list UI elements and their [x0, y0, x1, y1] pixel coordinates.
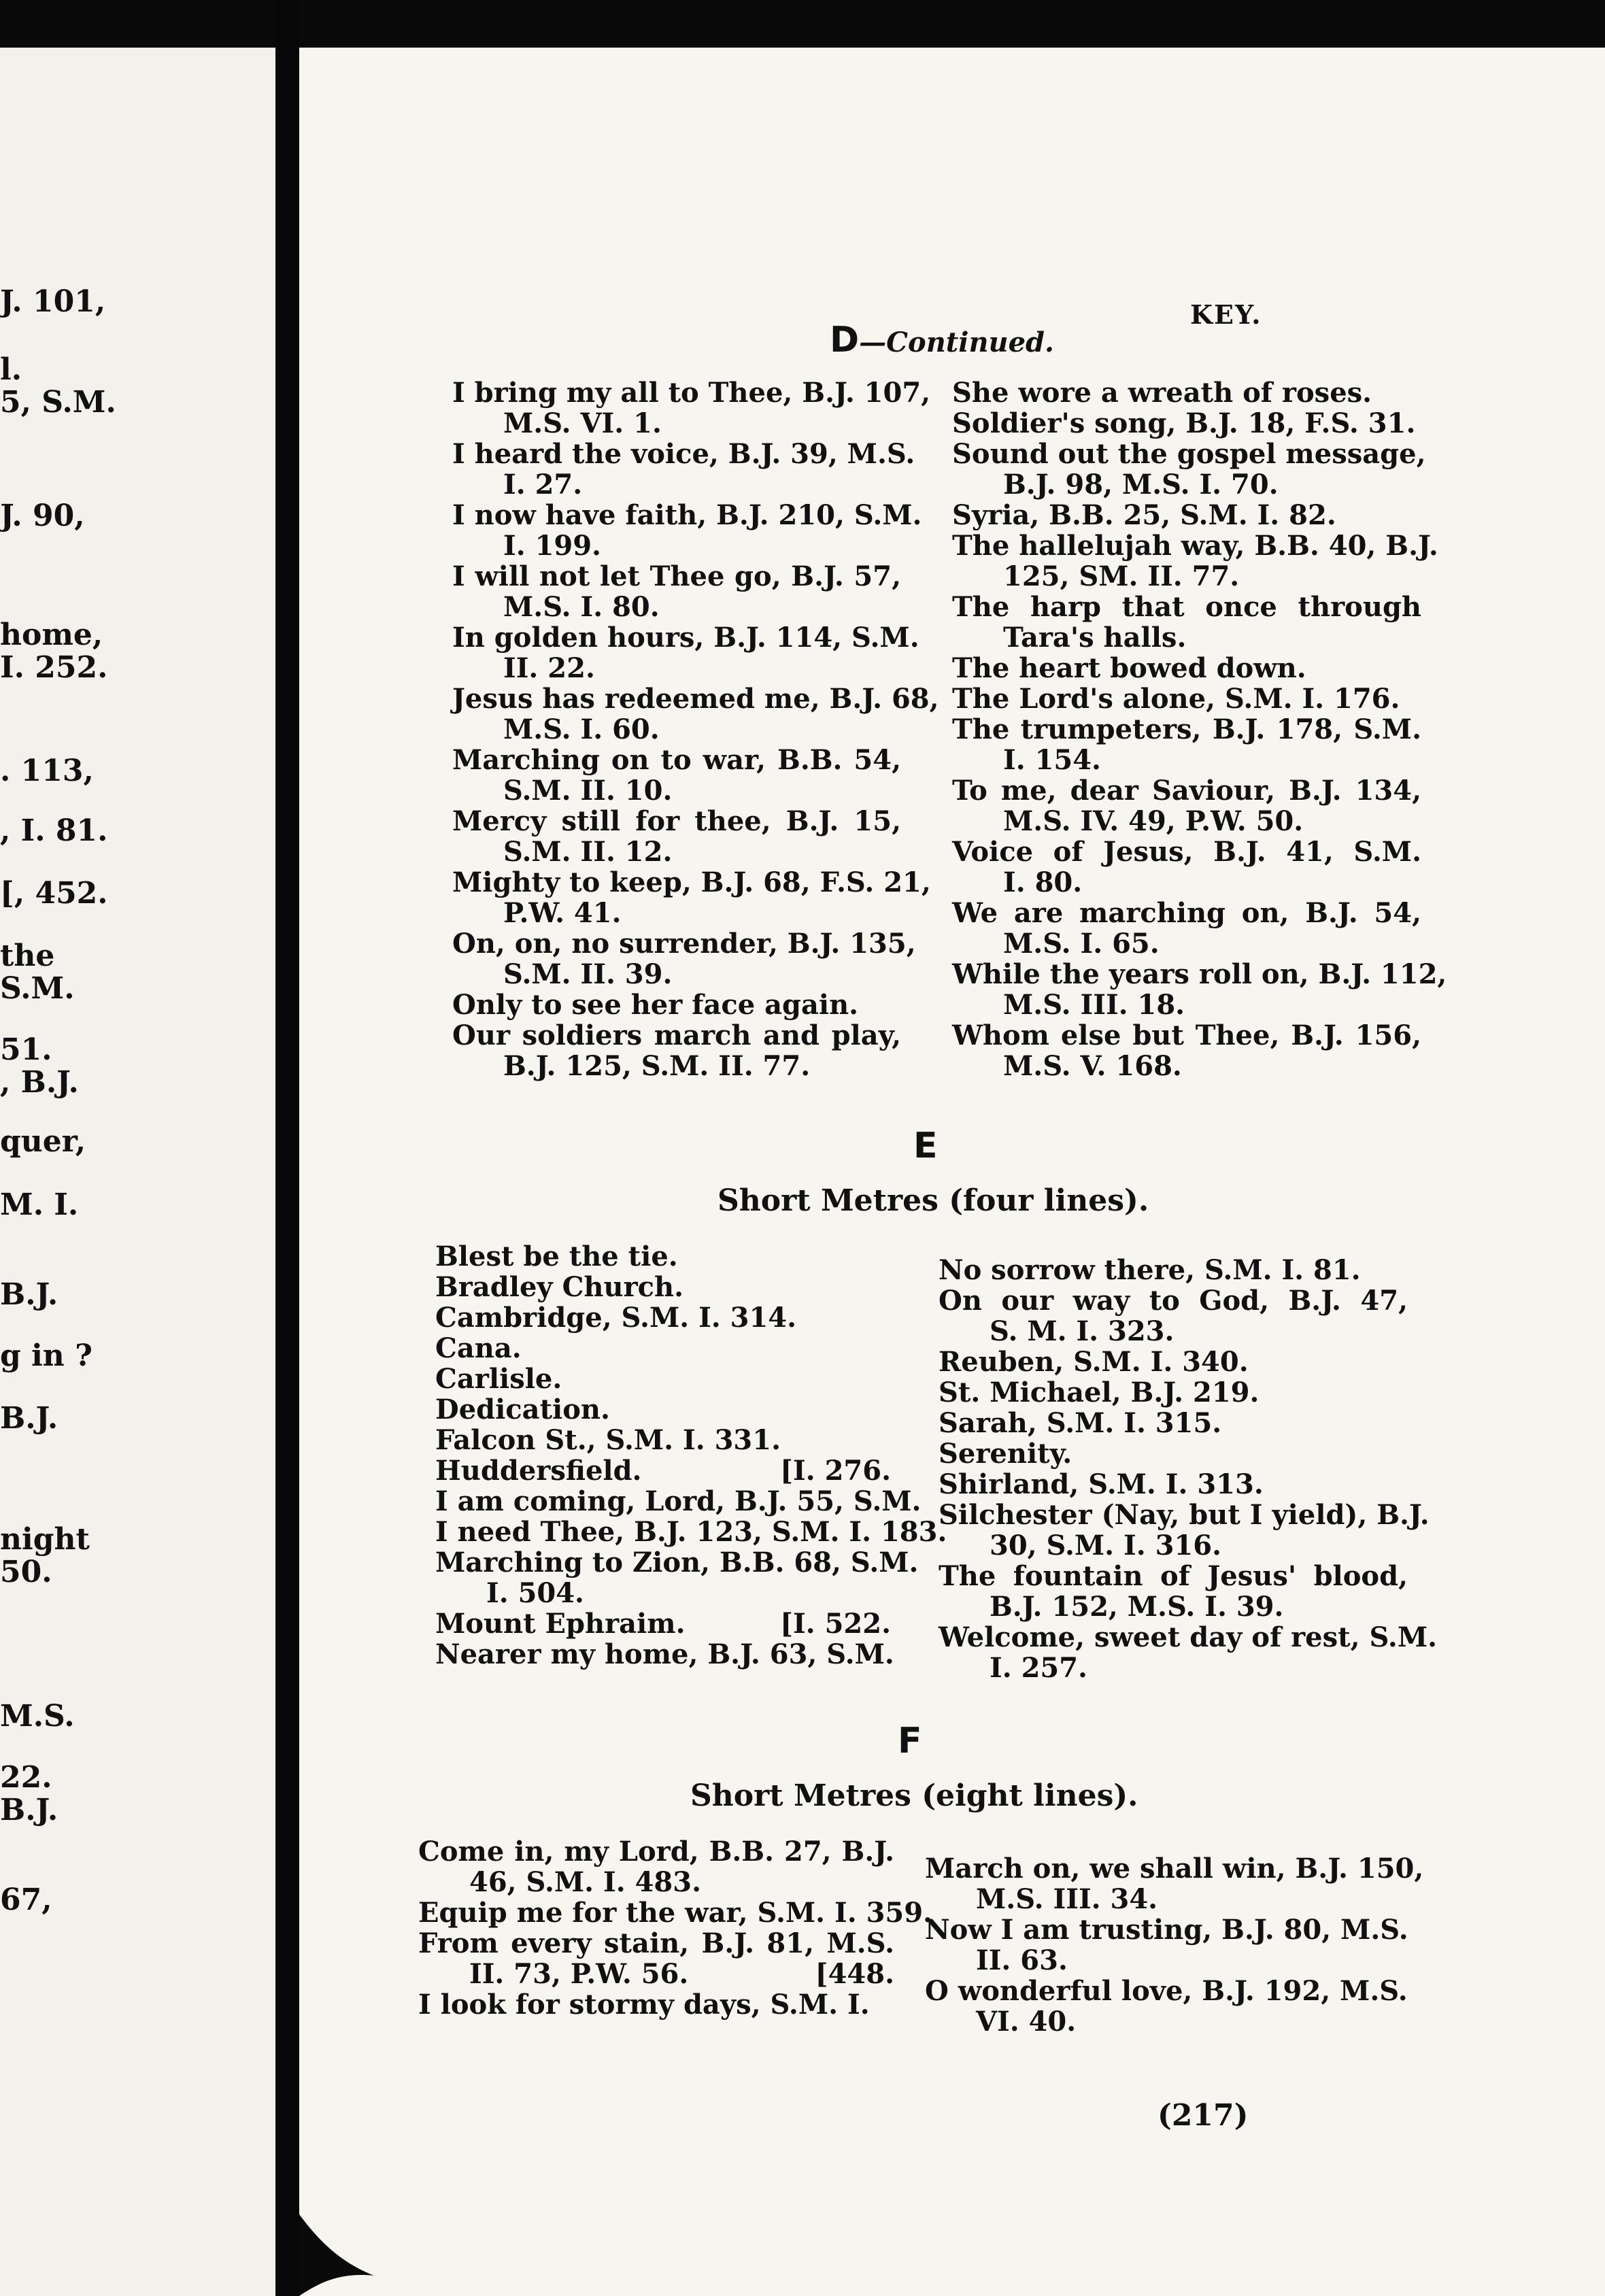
- entry-line: O wonderful love, B.J. 192, M.S.: [925, 1975, 1408, 2007]
- entry-line: Now I am trusting, B.J. 80, M.S.: [925, 1914, 1408, 1946]
- page-number: (217): [1158, 2098, 1249, 2133]
- entry-continuation: 30, S.M. I. 316.: [990, 1530, 1222, 1561]
- index-entry: [952, 837, 1421, 898]
- index-entry: [952, 898, 1421, 959]
- index-entry: [435, 1333, 891, 1364]
- facing-page-text: 51.: [0, 1032, 52, 1067]
- entry-line: Silchester (Nay, but I yield), B.J.: [939, 1499, 1430, 1531]
- entry-line: Bradley Church.: [435, 1271, 684, 1303]
- carryover-reference: [I. 276.: [780, 1455, 891, 1487]
- index-entry: [952, 377, 1421, 408]
- index-entry: [939, 1621, 1438, 1684]
- index-entry: [939, 1408, 1408, 1438]
- entry-line: Voice of Jesus, B.J. 41, S.M.: [952, 836, 1421, 868]
- facing-page-text: quer,: [0, 1124, 86, 1159]
- entry-continuation: M.S. VI. 1.: [503, 407, 662, 439]
- entry-line: I heard the voice, B.J. 39, M.S.: [452, 438, 915, 470]
- section-f-left-column: [418, 1836, 933, 2021]
- index-entry: [435, 1547, 919, 1609]
- index-entry: [452, 438, 915, 501]
- index-entry: [452, 499, 922, 562]
- index-entry: [952, 683, 1421, 714]
- index-entry: [452, 745, 901, 806]
- entry-line: Cambridge, S.M. I. 314.: [435, 1302, 797, 1334]
- entry-line: Huddersfield.: [435, 1455, 642, 1487]
- entry-continuation: B.J. 98, M.S. I. 70.: [1003, 469, 1279, 501]
- entry-line: Whom else but Thee, B.J. 156,: [952, 1019, 1421, 1051]
- entry-line: Dedication.: [435, 1394, 610, 1425]
- section-d-heading: [830, 320, 1054, 360]
- entry-continuation: II. 63.: [976, 1944, 1068, 1976]
- index-entry: [939, 1561, 1408, 1622]
- index-entry: [418, 1989, 894, 2020]
- entry-line: St. Michael, B.J. 219.: [939, 1377, 1260, 1408]
- section-e-left-column: [435, 1240, 947, 1670]
- facing-page-text: 50.: [0, 1555, 52, 1589]
- entry-line: Mount Ephraim.: [435, 1608, 686, 1640]
- entry-line: We are marching on, B.J. 54,: [952, 897, 1421, 929]
- entry-continuation: S.M. II. 12.: [503, 836, 673, 868]
- facing-page-text: night: [0, 1522, 90, 1557]
- entry-line: Mighty to keep, B.J. 68, F.S. 21,: [452, 866, 931, 898]
- facing-page-text: , I. 81.: [0, 813, 108, 848]
- entry-continuation: I. 27.: [503, 469, 583, 501]
- index-entry: [452, 622, 919, 684]
- entry-continuation: II. 73, P.W. 56.: [469, 1958, 689, 1990]
- index-entry: [925, 1914, 1408, 1976]
- index-entry: [452, 806, 901, 867]
- section-letter: D: [830, 320, 860, 360]
- index-entry: [939, 1255, 1408, 1285]
- entry-line: Shirland, S.M. I. 313.: [939, 1468, 1264, 1500]
- facing-page-text: [, 452.: [0, 876, 108, 911]
- entry-line: To me, dear Saviour, B.J. 134,: [952, 775, 1421, 807]
- entry-line: I am coming, Lord, B.J. 55, S.M.: [435, 1485, 922, 1517]
- index-entry: [435, 1516, 947, 1548]
- facing-page-text: J. 90,: [0, 499, 85, 533]
- entry-line: The fountain of Jesus' blood,: [939, 1560, 1408, 1592]
- index-entry: [452, 1020, 901, 1081]
- facing-page-text: l.: [0, 352, 22, 387]
- carryover-reference: [448.: [815, 1958, 894, 1990]
- facing-page-text: the: [0, 939, 55, 973]
- section-f-right-column: [925, 1853, 1424, 2038]
- entry-line: Jesus has redeemed me, B.J. 68,: [452, 683, 939, 715]
- entry-line: Reuben, S.M. I. 340.: [939, 1346, 1249, 1378]
- entry-line: From every stain, B.J. 81, M.S.: [418, 1927, 894, 1959]
- entry-line: On, on, no surrender, B.J. 135,: [452, 928, 916, 960]
- index-entry: [435, 1638, 894, 1670]
- index-entry: [435, 1608, 891, 1639]
- entry-line: On our way to God, B.J. 47,: [939, 1285, 1408, 1317]
- entry-line: Sound out the gospel message,: [952, 438, 1426, 470]
- carryover-reference: [I. 522.: [780, 1608, 891, 1640]
- index-entry: [939, 1377, 1408, 1408]
- index-entry: [452, 990, 901, 1020]
- entry-continuation: S.M. II. 39.: [503, 958, 673, 990]
- facing-page-text: M. I.: [0, 1187, 79, 1222]
- entry-line: I look for stormy days, S.M. I.: [418, 1989, 870, 2021]
- index-entry: [939, 1469, 1408, 1500]
- index-entry: [435, 1485, 922, 1517]
- index-entry: [435, 1425, 891, 1455]
- entry-line: Falcon St., S.M. I. 331.: [435, 1424, 781, 1456]
- facing-page-text: g in ?: [0, 1338, 92, 1373]
- index-entry: [952, 958, 1447, 1021]
- facing-page-text: J. 101,: [0, 284, 106, 319]
- entry-continuation: M.S. V. 168.: [1003, 1050, 1182, 1082]
- index-entry: [952, 530, 1438, 592]
- entry-line: No sorrow there, S.M. I. 81.: [939, 1254, 1361, 1286]
- entry-line: Marching on to war, B.B. 54,: [452, 744, 901, 776]
- index-entry: [925, 1975, 1408, 2038]
- index-entry: [939, 1438, 1408, 1469]
- entry-line: Nearer my home, B.J. 63, S.M.: [435, 1638, 894, 1670]
- entry-continuation: P.W. 41.: [503, 897, 622, 929]
- index-entry: [435, 1394, 891, 1425]
- index-entry: [452, 377, 931, 439]
- entry-continuation: I. 199.: [503, 530, 601, 562]
- index-entry: [939, 1347, 1408, 1377]
- facing-page-text: I. 252.: [0, 650, 108, 685]
- index-entry: [452, 561, 901, 622]
- index-entry: [939, 1499, 1430, 1561]
- facing-page-text: B.J.: [0, 1401, 58, 1436]
- entry-continuation: M.S. I. 60.: [503, 713, 660, 745]
- entry-line: Carlisle.: [435, 1363, 562, 1395]
- index-entry: [952, 438, 1426, 501]
- entry-continuation: B.J. 125, S.M. II. 77.: [503, 1050, 811, 1082]
- facing-page-text: . 113,: [0, 754, 94, 788]
- entry-line: The Lord's alone, S.M. I. 176.: [952, 683, 1400, 715]
- entry-continuation: 125, SM. II. 77.: [1003, 560, 1240, 592]
- entry-continuation: S. M. I. 323.: [990, 1315, 1175, 1347]
- entry-line: While the years roll on, B.J. 112,: [952, 958, 1447, 990]
- entry-continuation: VI. 40.: [976, 2006, 1077, 2038]
- entry-line: Cana.: [435, 1332, 522, 1364]
- index-entry: [435, 1364, 891, 1394]
- index-entry: [452, 866, 931, 929]
- facing-page-text: S.M.: [0, 971, 75, 1006]
- entry-line: March on, we shall win, B.J. 150,: [925, 1853, 1424, 1885]
- entry-line: The trumpeters, B.J. 178, S.M.: [952, 713, 1421, 745]
- entry-continuation: I. 154.: [1003, 744, 1101, 776]
- entry-line: In golden hours, B.J. 114, S.M.: [452, 622, 919, 654]
- entry-continuation: M.S. III. 18.: [1003, 989, 1185, 1021]
- entry-line: Equip me for the war, S.M. I. 359.: [418, 1897, 933, 1929]
- entry-line: Only to see her face again.: [452, 989, 859, 1021]
- entry-continuation: Tara's halls.: [1003, 622, 1187, 654]
- section-e-letter: E: [913, 1126, 938, 1166]
- entry-continuation: I. 257.: [990, 1652, 1087, 1684]
- entry-line: Our soldiers march and play,: [452, 1019, 901, 1051]
- index-entry: [435, 1302, 891, 1333]
- entry-continuation: M.S. I. 80.: [503, 591, 660, 623]
- entry-line: Sarah, S.M. I. 315.: [939, 1407, 1222, 1439]
- entry-line: Serenity.: [939, 1438, 1072, 1470]
- section-e-right-column: [939, 1254, 1438, 1684]
- index-entry: [418, 1928, 894, 1989]
- page-curl-mark: [299, 2187, 374, 2296]
- index-entry: [939, 1285, 1408, 1347]
- index-entry: [952, 500, 1421, 530]
- entry-line: The hallelujah way, B.B. 40, B.J.: [952, 530, 1438, 562]
- index-entry: [418, 1836, 894, 1897]
- entry-line: Mercy still for thee, B.J. 15,: [452, 805, 901, 837]
- index-entry: [952, 1020, 1421, 1081]
- facing-page-text: B.J.: [0, 1793, 58, 1827]
- facing-page-text: 5, S.M.: [0, 385, 116, 420]
- entry-continuation: I. 504.: [486, 1577, 584, 1609]
- section-d-right-column: [952, 377, 1447, 1082]
- facing-page-text: , B.J.: [0, 1065, 79, 1100]
- entry-continuation: M.S. IV. 49, P.W. 50.: [1003, 805, 1304, 837]
- entry-line: Syria, B.B. 25, S.M. I. 82.: [952, 499, 1336, 531]
- entry-line: Welcome, sweet day of rest, S.M.: [939, 1621, 1438, 1653]
- section-f-subhead: Short Metres (eight lines).: [690, 1778, 1138, 1813]
- entry-continuation: II. 22.: [503, 652, 595, 684]
- index-entry: [952, 592, 1421, 653]
- entry-continuation: 46, S.M. I. 483.: [469, 1866, 702, 1898]
- index-entry: [952, 714, 1421, 775]
- index-entry: [952, 775, 1421, 837]
- facing-page-fragment: [0, 48, 275, 2296]
- facing-page-text: home,: [0, 618, 103, 652]
- entry-line: The heart bowed down.: [952, 652, 1306, 684]
- entry-line: I need Thee, B.J. 123, S.M. I. 183.: [435, 1516, 947, 1548]
- entry-line: The harp that once through: [952, 591, 1421, 623]
- index-entry: [452, 928, 916, 990]
- index-entry: [952, 653, 1421, 683]
- entry-continuation: B.J. 152, M.S. I. 39.: [990, 1591, 1284, 1623]
- book-gutter: [275, 0, 299, 2296]
- book-page: [299, 48, 1605, 2296]
- continued-label: —Continued.: [859, 326, 1054, 358]
- section-d-left-column: [452, 377, 939, 1082]
- entry-line: Come in, my Lord, B.B. 27, B.J.: [418, 1836, 894, 1868]
- index-entry: [418, 1897, 933, 1929]
- entry-line: Soldier's song, B.J. 18, F.S. 31.: [952, 407, 1416, 439]
- entry-line: Blest be the tie.: [435, 1240, 678, 1272]
- entry-continuation: S.M. II. 10.: [503, 775, 673, 807]
- index-entry: [435, 1241, 891, 1272]
- entry-continuation: I. 80.: [1003, 866, 1083, 898]
- facing-page-text: M.S.: [0, 1699, 75, 1734]
- facing-page-text: 22.: [0, 1760, 52, 1795]
- section-f-letter: F: [898, 1721, 922, 1761]
- section-e-subhead: Short Metres (four lines).: [717, 1183, 1149, 1218]
- entry-line: She wore a wreath of roses.: [952, 377, 1372, 409]
- entry-line: Marching to Zion, B.B. 68, S.M.: [435, 1547, 919, 1578]
- index-entry: [925, 1853, 1424, 1915]
- running-head: KEY.: [1190, 299, 1262, 330]
- index-entry: [435, 1455, 891, 1486]
- entry-continuation: M.S. I. 65.: [1003, 928, 1160, 960]
- index-entry: [435, 1272, 891, 1302]
- index-entry: [952, 408, 1421, 439]
- facing-page-text: 67,: [0, 1883, 52, 1917]
- entry-continuation: M.S. III. 34.: [976, 1883, 1158, 1915]
- facing-page-text: B.J.: [0, 1277, 58, 1312]
- index-entry: [452, 683, 939, 745]
- entry-line: I will not let Thee go, B.J. 57,: [452, 560, 901, 592]
- entry-line: I bring my all to Thee, B.J. 107,: [452, 377, 931, 409]
- entry-line: I now have faith, B.J. 210, S.M.: [452, 499, 922, 531]
